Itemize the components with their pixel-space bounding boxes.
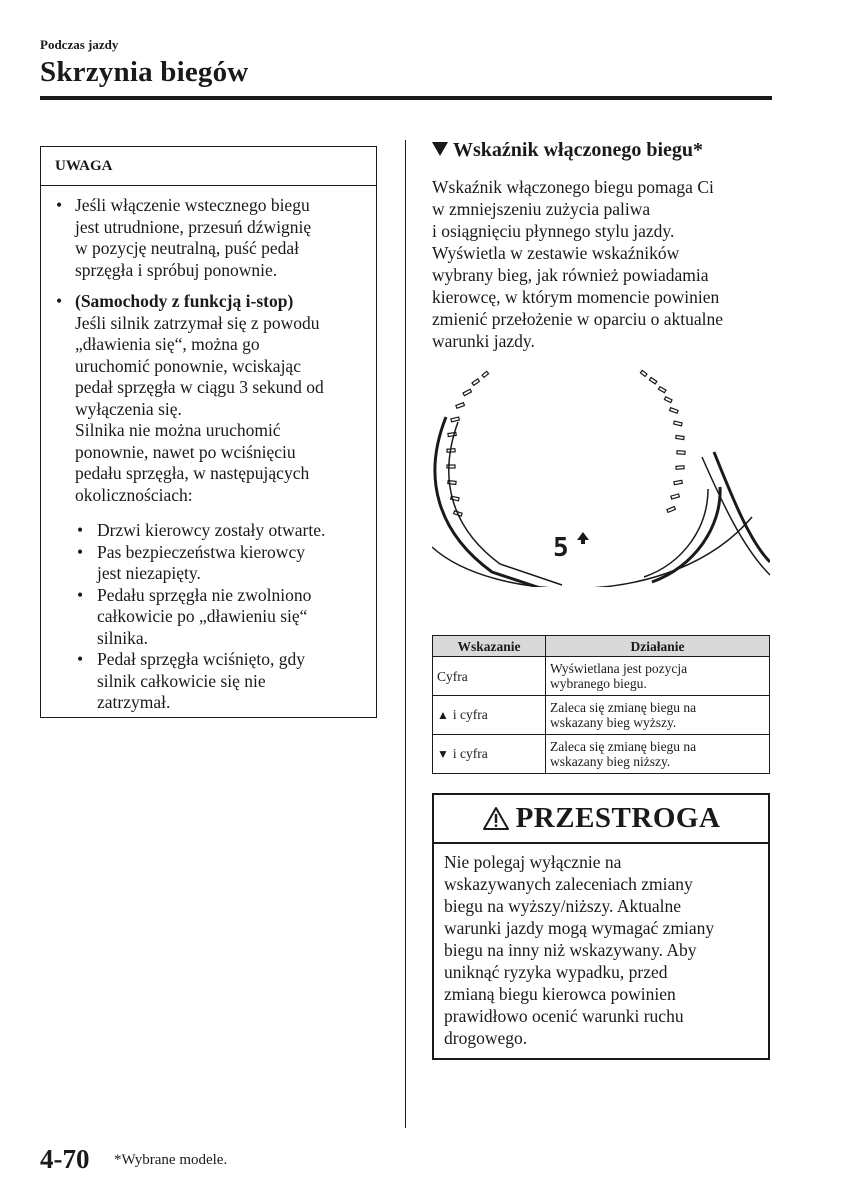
caution-body (444, 851, 766, 1049)
arrow-up-icon: ▲ (437, 708, 449, 722)
sub-bullet-dot-icon: • (77, 584, 84, 605)
cell-line: wskazany bieg wyższy. (550, 715, 677, 730)
row-label: i cyfra (452, 707, 488, 722)
paragraph-line: warunki jazdy. (432, 331, 535, 351)
cell-line: Zaleca się zmianę biegu na (550, 739, 697, 754)
cell-line: wybranego biegu. (550, 676, 647, 691)
sub-bullet-line: silnik całkowicie się nie (97, 670, 266, 691)
caution-line: Nie polegaj wyłącznie na (444, 852, 622, 872)
sub-bullet (41, 520, 376, 542)
gear-up-arrow-icon (577, 532, 589, 540)
table-cell (433, 735, 546, 774)
table-cell (546, 696, 770, 735)
caution-line: wskazywanych zaleceniach zmiany (444, 874, 693, 894)
bullet-line: sprzęgła i spróbuj ponownie. (75, 259, 278, 280)
bullet-line: uruchomić ponownie, wciskając (75, 355, 301, 376)
bullet-dot-icon: • (56, 291, 63, 311)
paragraph-line: Wskaźnik włączonego biegu pomaga Ci (432, 177, 714, 197)
table-cell (546, 735, 770, 774)
bullet-line: „dławienia się“, można go (75, 334, 260, 354)
table-row (433, 735, 770, 774)
caution-line: drogowego. (444, 1028, 528, 1048)
sub-bullet (41, 649, 376, 714)
note-body (41, 195, 376, 714)
sub-bullet-dot-icon: • (77, 649, 84, 669)
table-header-cell: Działanie (546, 636, 770, 657)
table-cell (433, 657, 546, 696)
bullet-line: w pozycję neutralną, puść pedał (75, 238, 300, 258)
bullet-line: Silnika nie można uruchomić (75, 420, 281, 440)
paragraph-line: i osiągnięciu płynnego stylu jazdy. (432, 221, 675, 241)
gear-digit-display: 5 (553, 533, 569, 563)
cell-line: Wyświetlana jest pozycja (550, 661, 688, 676)
sub-bullet-line: silnika. (97, 627, 149, 648)
cell-line: Zaleca się zmianę biegu na (550, 700, 697, 715)
sub-bullet-line: Pas bezpieczeństwa kierowcy (97, 541, 305, 562)
caution-title: PRZESTROGA (515, 802, 721, 834)
table-cell (546, 657, 770, 696)
table-row (433, 696, 770, 735)
table-cell (433, 696, 546, 735)
warning-triangle-icon (482, 806, 510, 831)
caution-line: zmianą biegu kierowca powinien (444, 984, 676, 1004)
instrument-cluster-illustration (432, 367, 770, 587)
sub-bullet-line: Pedału sprzęgła nie zwolniono (97, 584, 312, 605)
page-number: 4-70 (40, 1144, 90, 1174)
paragraph-line: Wyświetla w zestawie wskaźników (432, 243, 680, 263)
paragraph-line: kierowcę, w którym momencie powinien (432, 287, 720, 307)
note-box (40, 146, 377, 718)
caution-header (434, 795, 768, 844)
sub-bullet-line: jest niezapięty. (97, 563, 201, 583)
bullet-line: jest utrudnione, przesuń dźwignię (75, 216, 312, 237)
bullet-line: Jeśli włączenie wstecznego biegu (75, 195, 310, 215)
caution-line: warunki jazdy mogą wymagać zmiany (444, 918, 715, 938)
caution-line: prawidłowo ocenić warunki ruchu (444, 1006, 684, 1026)
sub-bullet-line: Pedał sprzęgła wciśnięto, gdy (97, 649, 306, 669)
sub-bullet-dot-icon: • (77, 520, 84, 540)
sub-bullet-dot-icon: • (77, 541, 84, 562)
sub-bullet (41, 585, 376, 650)
bullet-line: wyłączenia się. (75, 398, 182, 419)
table-header-row (433, 636, 770, 657)
bullet-line: ponownie, nawet po wciśnięciu (75, 441, 296, 462)
note-heading: UWAGA (55, 158, 113, 174)
page-title: Skrzynia biegów (40, 56, 249, 88)
caution-line: biegu na inny niż wskazywany. Aby (444, 940, 697, 960)
paragraph-line: wybrany bieg, jak również powiadamia (432, 265, 709, 285)
caution-box (432, 793, 770, 1060)
note-header (41, 147, 376, 186)
indicator-paragraph (432, 176, 777, 352)
sub-bullet (41, 542, 376, 585)
cell-line: wskazany bieg niższy. (550, 754, 671, 769)
bullet-line: pedału sprzęgła, w następujących (75, 463, 310, 483)
bullet-dot-icon: • (56, 195, 63, 215)
row-label: i cyfra (452, 746, 488, 761)
paragraph-line: w zmniejszeniu zużycia paliwa (432, 199, 651, 219)
note-bullet (41, 195, 376, 281)
note-bullet (41, 291, 376, 506)
sub-bullet-line: Drzwi kierowcy zostały otwarte. (97, 520, 326, 540)
title-rule (40, 96, 772, 100)
table-header-cell: Wskazanie (433, 636, 546, 657)
caution-line: uniknąć ryzyka wypadku, przed (444, 962, 668, 982)
footnote: *Wybrane modele. (114, 1152, 228, 1168)
bullet-bold-heading: (Samochody z funkcją i-stop) (75, 291, 294, 311)
bullet-line: pedał sprzęgła w ciągu 3 sekund od (75, 377, 324, 397)
bullet-line: Jeśli silnik zatrzymał się z powodu (75, 312, 320, 333)
indicator-heading (432, 139, 703, 162)
arrow-down-icon: ▼ (437, 747, 449, 761)
section-label: Podczas jazdy (40, 37, 119, 52)
sub-bullet-line: całkowicie po „dławieniu się“ (97, 606, 308, 626)
column-divider (405, 140, 406, 1128)
paragraph-line: zmienić przełożenie w oparciu o aktualne (432, 309, 724, 329)
indicator-table (432, 635, 770, 774)
bullet-line: okolicznościach: (75, 484, 193, 505)
triangle-down-icon (432, 142, 448, 156)
row-label: Cyfra (437, 668, 468, 684)
table-row (433, 657, 770, 696)
sub-bullet-list (41, 520, 376, 714)
sub-bullet-line: zatrzymał. (97, 692, 171, 712)
indicator-heading-text: Wskaźnik włączonego biegu* (453, 139, 704, 161)
caution-line: biegu na wyższy/niższy. Aktualne (444, 896, 681, 916)
